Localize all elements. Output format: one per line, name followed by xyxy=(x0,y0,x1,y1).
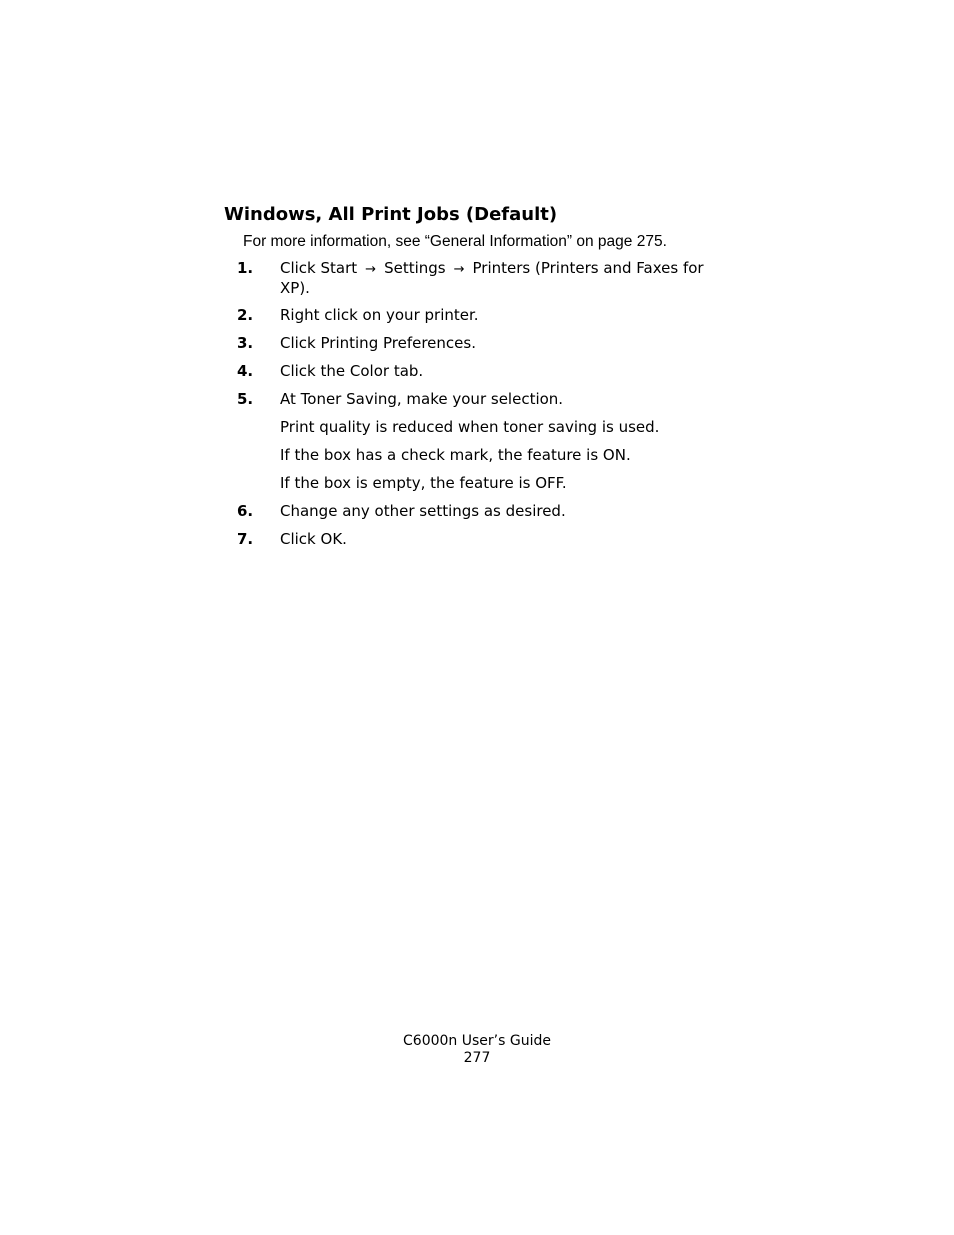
step-text: Right click on your printer. xyxy=(280,306,479,324)
step-text-part: Printers (Printers and Faxes for XP). xyxy=(280,259,704,297)
step-text: Click Printing Preferences. xyxy=(280,334,476,352)
step-text: Click the Color tab. xyxy=(280,362,424,380)
arrow-right-icon: → xyxy=(453,262,465,277)
step-text xyxy=(280,259,730,298)
step-number: 6. xyxy=(237,502,254,520)
footer-page-number: 277 xyxy=(463,1050,491,1066)
step-number: 2. xyxy=(237,306,254,324)
step-number: 1. xyxy=(237,259,254,277)
step-text-part: Click Start xyxy=(280,259,358,277)
step-number: 4. xyxy=(237,362,254,380)
note-text: If the box is empty, the feature is OFF. xyxy=(280,474,567,492)
step-number: 3. xyxy=(237,334,254,352)
step-text: Change any other settings as desired. xyxy=(280,502,566,520)
step-text: Click OK. xyxy=(280,530,347,548)
step-number: 5. xyxy=(237,390,254,408)
step-text: At Toner Saving, make your selection. xyxy=(280,390,564,408)
step-text-part: Settings xyxy=(384,259,446,277)
intro-text: For more information, see “General Information” on page 275. xyxy=(243,233,667,250)
arrow-right-icon: → xyxy=(365,262,377,277)
note-text: If the box has a check mark, the feature is ON. xyxy=(280,446,631,464)
note-text: Print quality is reduced when toner saving is used. xyxy=(280,418,660,436)
step-number: 7. xyxy=(237,530,254,548)
footer-guide-title: C6000n User’s Guide xyxy=(403,1033,551,1049)
section-heading: Windows, All Print Jobs (Default) xyxy=(224,204,558,225)
